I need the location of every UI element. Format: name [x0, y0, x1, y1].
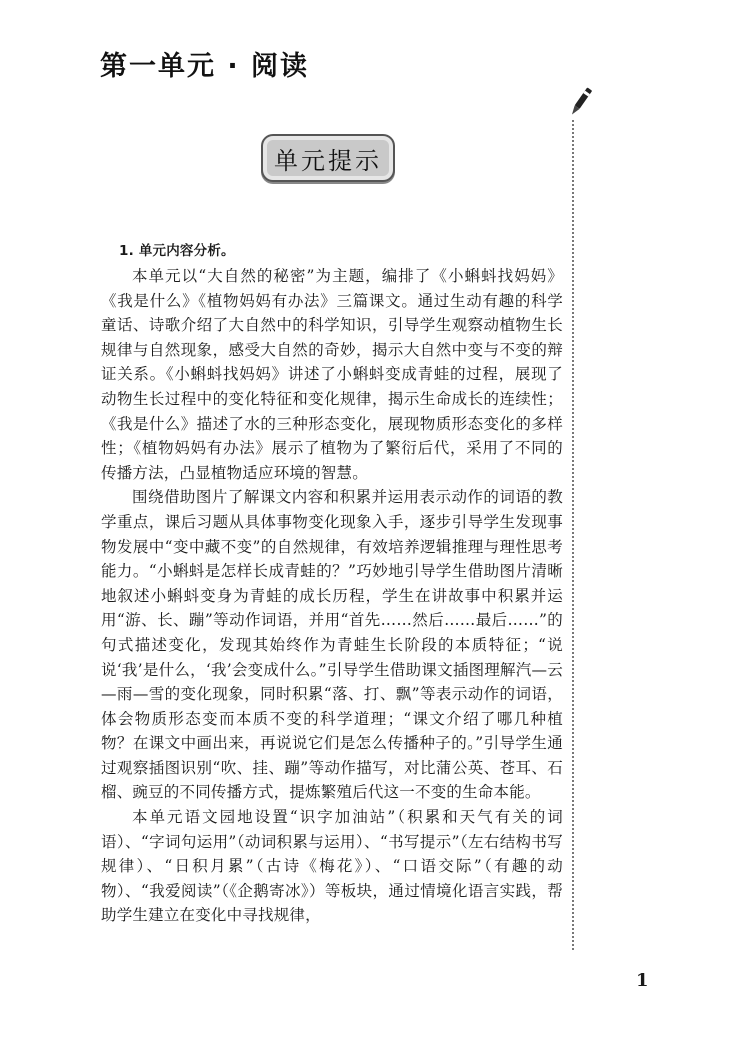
- main-content: [101, 240, 563, 928]
- section-box: [261, 134, 395, 182]
- paragraph: 本单元以“大自然的秘密”为主题，编排了《小蝌蚪找妈妈》《我是什么》《植物妈妈有办法》三篇课文。通过生动有趣的科学童话、诗歌介绍了大自然中的科学知识，引导学生观察动植物生长规律与自然现象，感受大自然的奇妙，揭示大自然中变与不变的辩证关系。《小蝌蚪找妈妈》讲述了小蝌蚪变成青蛙的过程，展现了动物生长过程中的变化特征和变化规律，揭示生命成长的连续性；《我是什么》描述了水的三种形态变化，展现物质形态变化的多样性；《植物妈妈有办法》展示了植物为了繁衍后代，采用了不同的传播方法，凸显植物适应环境的智慧。: [101, 267, 563, 482]
- page-number: 1: [636, 970, 649, 991]
- chapter-title: 第一单元 · 阅读: [100, 51, 310, 82]
- paragraph: 围绕借助图片了解课文内容和积累并运用表示动作的词语的教学重点，课后习题从具体事物变化现象入手，逐步引导学生发现事物发展中“变中藏不变”的自然规律，有效培养逻辑推理与理性思考能力。“小蝌蚪是怎样长成青蛙的？”巧妙地引导学生借助图片清晰地叙述小蝌蚪变身为青蛙的成长历程，学生在讲故事中积累并运用“游、长、蹦”等动作词语，并用“首先……然后……最后……”的句式描述变化，发现其始终作为青蛙生长阶段的本质特征；“说说‘我’是什么，‘我’会变成什么。”引导学生借助课文插图理解汽—云—雨—雪的变化现象，同时积累“落、打、飘”等表示动作的词语，体会物质形态变而本质不变的科学道理；“课文介绍了哪几种植物？在课文中画出来，再说说它们是怎么传播种子的。”引导学生通过观察插图识别“吹、挂、蹦”等动作描写，对比蒲公英、苍耳、石榴、豌豆的不同传播方式，提炼繁殖后代这一不变的生命本能。: [101, 488, 563, 802]
- paragraph: 本单元语文园地设置“识字加油站”（积累和天气有关的词语）、“字词句运用”（动词积累与运用）、“书写提示”（左右结构书写规律）、“日积月累”（古诗《梅花》）、“口语交际”（有趣的动物）、“我爱阅读”（《企鹅寄冰》）等板块，通过情境化语言实践，帮助学生建立在变化中寻找规律，: [101, 808, 563, 925]
- pen-icon: [568, 86, 592, 120]
- margin-dotted-line: [572, 120, 574, 950]
- subheading: 1. 单元内容分析。: [119, 243, 235, 259]
- section-box-label: 单元提示: [274, 146, 382, 175]
